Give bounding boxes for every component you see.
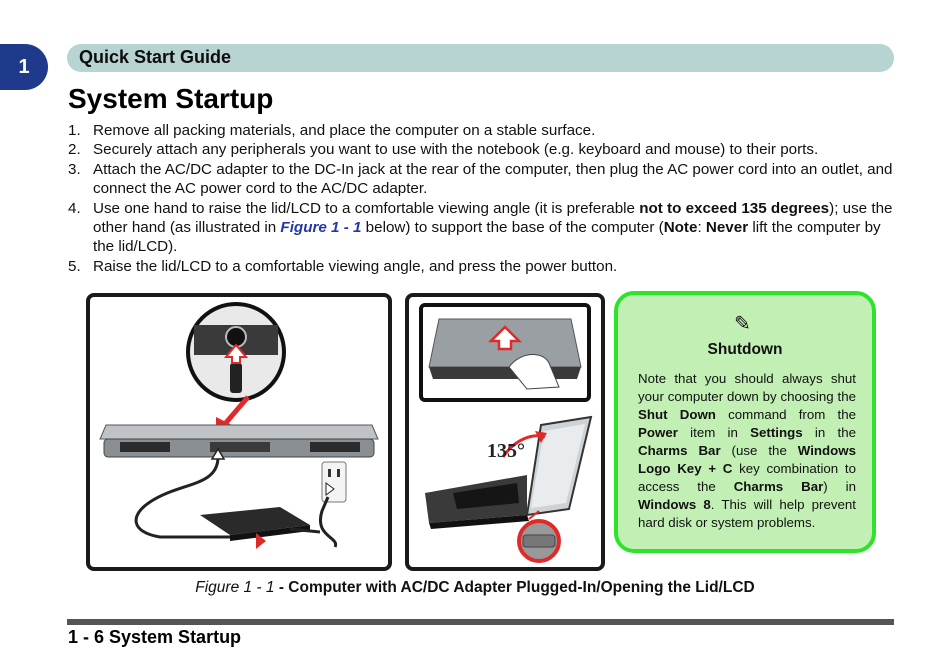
pencil-icon: ✎: [734, 313, 751, 335]
note-title: Shutdown: [707, 341, 783, 358]
step-number: 2.: [68, 141, 81, 159]
vent-left: [120, 442, 170, 452]
outlet-slot: [328, 469, 331, 477]
steps-list: [68, 121, 896, 276]
step-item: [68, 257, 896, 276]
figure-ac-adapter-panel: [86, 293, 392, 571]
note-bold: Windows Logo Key: [638, 443, 856, 476]
note-box: [614, 291, 876, 553]
angle-label: 135°: [487, 440, 525, 462]
step-item: [68, 199, 896, 257]
note-text: in the: [802, 425, 856, 440]
page-footer: 1 - 6 System Startup: [68, 627, 242, 647]
power-button: [523, 535, 555, 547]
figure-open-lid-panel: [405, 293, 605, 571]
step-bold-135: not to exceed 135 degrees: [639, 199, 830, 217]
closed-base: [429, 367, 581, 379]
wall-outlet: [322, 462, 346, 502]
note-body: [638, 370, 856, 532]
outlet-slot: [337, 469, 340, 477]
step-text: Remove all packing materials, and place the computer on a stable surface.: [93, 122, 596, 139]
note-bold: Shut Down: [638, 407, 716, 422]
step-text-part: :: [697, 219, 706, 237]
note-text: (use the: [720, 443, 798, 458]
step-text-part: Use one hand to raise the lid/LCD to a comfortable viewing angle (it is preferable: [93, 199, 640, 217]
step-text: Attach the AC/DC adapter to the DC-In jack at the rear of the computer, then plug the AC power cord into an outlet, and connect the AC power cord to the AC/DC adapter.: [93, 160, 893, 198]
step-text-part: below) to support the base of the computer (: [361, 219, 664, 237]
note-text: item in: [677, 425, 751, 440]
note-bold: Power: [638, 425, 678, 440]
step-text: Securely attach any peripherals you want to use with the notebook (e.g. keyboard and mouse) to their ports.: [93, 141, 819, 159]
note-text: ) in: [823, 479, 856, 494]
header-bar: [67, 44, 894, 72]
figure-caption: [0, 579, 950, 597]
page-title: System Startup: [68, 83, 274, 114]
note-bold: Settings: [750, 425, 803, 440]
step-number: 1.: [68, 122, 81, 139]
note-text: . This will help prevent hard disk or system problems.: [638, 497, 856, 530]
step-item: [68, 121, 896, 140]
note-bold: + C: [708, 461, 733, 476]
step-bold-never: Never: [705, 219, 749, 237]
figure-link[interactable]: Figure 1 - 1: [280, 219, 362, 237]
note-bold: Charms Bar: [638, 443, 721, 458]
step-text-part: ); use the other hand (as illustrated in: [93, 199, 893, 237]
note-text: Note that you should always shut your computer down by choosing the: [638, 371, 856, 404]
vent-right: [310, 442, 360, 452]
note-bold: Windows 8: [638, 497, 711, 512]
caption-figure-label: Figure 1 - 1: [195, 579, 275, 596]
step-item: [68, 160, 896, 199]
note-text: key combination to access the: [638, 461, 856, 494]
note-text: command from the: [715, 407, 856, 422]
laptop-lid-edge: [100, 425, 378, 439]
step-number: 4.: [68, 199, 81, 217]
footer-rule: [67, 619, 894, 625]
chapter-number: 1: [18, 55, 30, 78]
step-number: 5.: [68, 257, 81, 275]
step-text-part: lift the computer by the lid/LCD).: [93, 219, 881, 256]
open-lid-illustration: [409, 297, 601, 567]
step-item: [68, 140, 896, 159]
chapter-tab: [0, 44, 48, 90]
note-bold: Charms Bar: [733, 479, 824, 494]
step-bold-note: Note: [663, 219, 698, 237]
caption-text: - Computer with AC/DC Adapter Plugged-In/Opening the Lid/LCD: [274, 579, 755, 596]
step-number: 3.: [68, 160, 81, 178]
step-text: Raise the lid/LCD to a comfortable viewing angle, and press the power button.: [93, 257, 618, 275]
ac-power-cord: [320, 497, 335, 547]
dc-plug: [230, 363, 242, 393]
guide-title: Quick Start Guide: [79, 47, 232, 67]
ac-adapter-illustration: [90, 297, 388, 567]
